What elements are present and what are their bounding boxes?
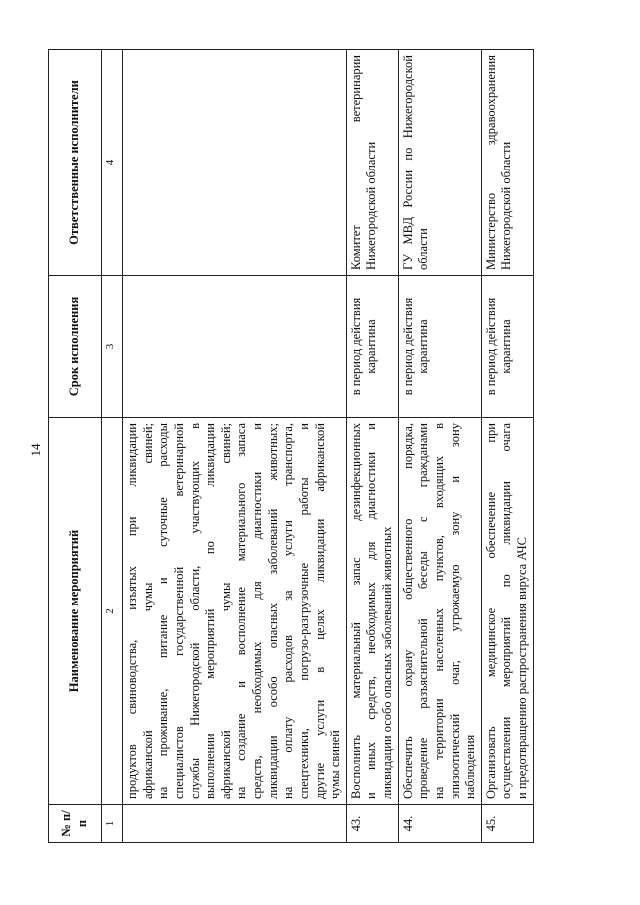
header-row: [49, 50, 102, 843]
executor-text: Министерство здравоохранения Нижегородской области: [481, 50, 533, 276]
measure-text: Организовать медицинское обеспечение при осуществлении мероприятий по ликвидации очага и предотвращению распространения вируса АЧС: [481, 418, 533, 805]
row-number: 43.: [346, 805, 398, 843]
continuation-row: [123, 50, 347, 843]
measures-table: [48, 49, 534, 843]
continuation-line: средств, необходимых для диагностики и: [250, 423, 264, 799]
header-num: № п/п: [49, 805, 102, 843]
continuation-line: чумы свиней: [328, 730, 343, 799]
term-text: в период действия карантина: [346, 276, 398, 418]
continuation-line: африканской чумы свиней;: [218, 423, 233, 799]
row-number: 44.: [398, 805, 481, 843]
column-index-3: 3: [102, 276, 123, 418]
continuation-line: на проживание, питание и суточные расходы: [156, 423, 171, 799]
header-term: Срок исполнения: [49, 276, 102, 418]
continuation-line: на создание и восполнение материального запаса: [234, 423, 249, 799]
continuation-line: на оплату расходов за услуги транспорта,: [281, 423, 296, 799]
header-name: Наименование мероприятий: [49, 418, 102, 805]
executor-text: ГУ МВД России по Нижегородской области: [398, 50, 481, 276]
measure-text: Обеспечить охрану общественного порядка, проведение разъяснительной беседы с гражданами на территории населенных пунктов, входящих в эпизоотический очаг, угрожаемую зону и зону наблюдения: [398, 418, 481, 805]
column-index-2: 2: [102, 418, 123, 805]
header-executor: Ответственные исполнители: [49, 50, 102, 276]
continuation-line: другие услуги в целях ликвидации африканской: [312, 423, 327, 799]
measure-text: Восполнить материальный запас дезинфекционных и иных средств, необходимых для диагностики и ликвидации особо опасных заболеваний животных: [346, 418, 398, 805]
column-index-row: [102, 50, 123, 843]
continuation-line: африканской чумы свиней;: [140, 423, 155, 799]
continuation-line: выполнении мероприятий по ликвидации: [203, 423, 218, 799]
continuation-line: ликвидации особо опасных заболеваний животных;: [265, 423, 280, 799]
continuation-line: продуктов свиноводства, изъятых при ликвидации: [125, 423, 139, 799]
executor-text: Комитет ветеринарии Нижегородской области: [346, 50, 398, 276]
continuation-line: специалистов государственной ветеринарной: [171, 423, 186, 799]
continuation-text: [123, 418, 347, 805]
table-row-43: [346, 50, 398, 843]
column-index-4: 4: [102, 50, 123, 276]
row-number: 45.: [481, 805, 533, 843]
column-index-1: 1: [102, 805, 123, 843]
table-row-45: [481, 50, 533, 843]
term-text: в период действия карантина: [481, 276, 533, 418]
continuation-line: спецтехники, погрузо-разгрузочные работы и: [296, 423, 311, 799]
table-row-44: [398, 50, 481, 843]
page-number: 14: [28, 443, 43, 457]
continuation-line: службы Нижегородской области, участвующих в: [187, 423, 202, 799]
term-text: в период действия карантина: [398, 276, 481, 418]
